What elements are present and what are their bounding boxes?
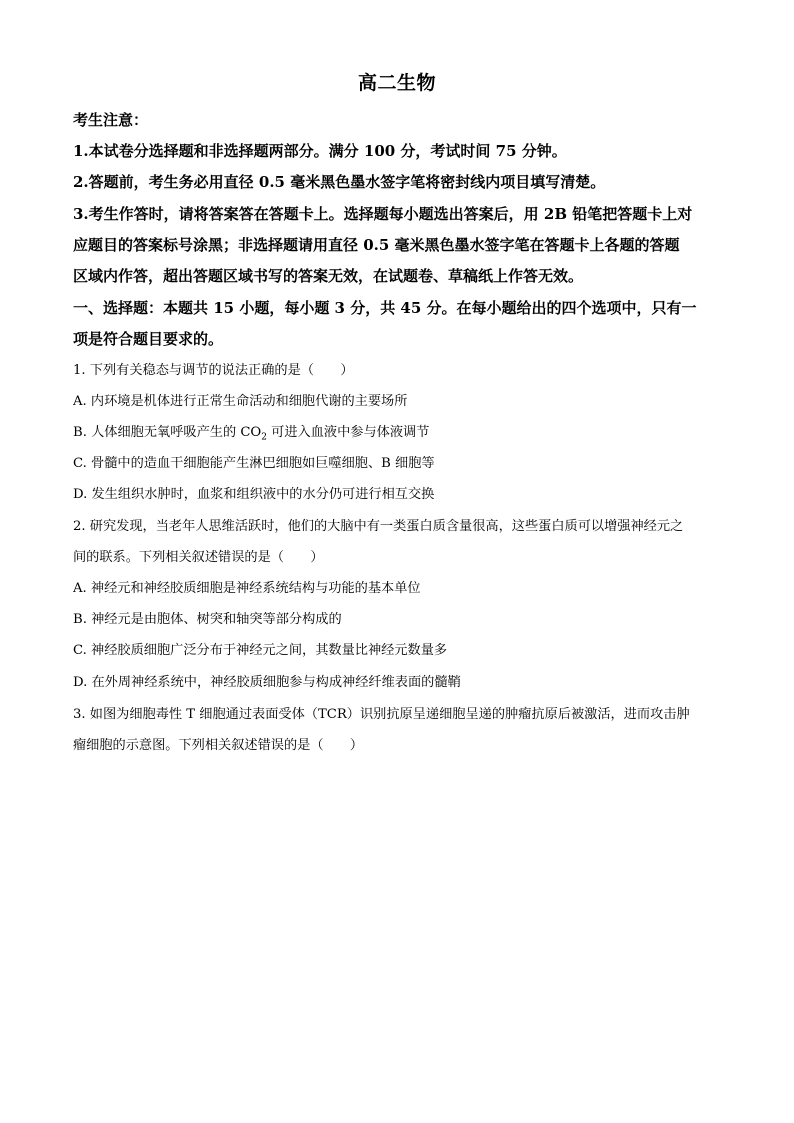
question-1-stem: 1. 下列有关稳态与调节的说法正确的是（ ）	[73, 363, 354, 378]
notice-item-1: 1.本试卷分选择题和非选择题两部分。满分 100 分，考试时间 75 分钟。	[73, 142, 567, 160]
page-title: 高二生物	[357, 72, 436, 94]
question-2-option-d: D. 在外周神经系统中，神经胶质细胞参与构成神经纤维表面的髓鞘	[73, 675, 461, 690]
section-heading-cont: 项是符合题目要求的。	[73, 330, 224, 348]
question-3-stem: 3. 如图为细胞毒性 T 细胞通过表面受体（TCR）识别抗原呈递细胞呈递的肿瘤抗原后被激活，进而攻击肿	[73, 707, 690, 722]
co2-subscript: 2	[261, 432, 267, 440]
question-1-option-d: D. 发生组织水肿时，血浆和组织液中的水分仍可进行相互交换	[73, 487, 435, 502]
notice-item-2: 2.答题前，考生务必用直径 0.5 毫米黑色墨水签字笔将密封线内项目填写清楚。	[73, 173, 606, 191]
section-heading: 一、选择题：本题共 15 小题，每小题 3 分，共 45 分。在每小题给出的四个选项中，只有一	[73, 299, 697, 317]
question-3-stem-cont: 瘤细胞的示意图。下列相关叙述错误的是（ ）	[73, 738, 364, 753]
notice-item-3-cont-2: 区域内作答，超出答题区域书写的答案无效，在试题卷、草稿纸上作答无效。	[73, 267, 584, 285]
option-b-text-post: 可进入血液中参与体液调节	[266, 425, 430, 440]
notice-item-3-cont-1: 应题目的答案标号涂黑；非选择题请用直径 0.5 毫米黑色墨水签字笔在答题卡上各题的答题	[73, 236, 680, 254]
question-2-option-c: C. 神经胶质细胞广泛分布于神经元之间，其数量比神经元数量多	[73, 643, 448, 658]
question-1-option-b	[73, 421, 733, 440]
option-b-text-pre: B. 人体细胞无氧呼吸产生的 CO	[73, 425, 262, 440]
notice-item-3: 3.考生作答时，请将答案答在答题卡上。选择题每小题选出答案后，用 2B 铅笔把答题卡上对	[73, 205, 693, 223]
question-2-stem-cont: 间的联系。下列相关叙述错误的是（ ）	[73, 550, 324, 565]
question-2-option-a: A. 神经元和神经胶质细胞是神经系统结构与功能的基本单位	[73, 581, 421, 596]
question-2-stem: 2. 研究发现，当老年人思维活跃时，他们的大脑中有一类蛋白质含量很高，这些蛋白质可以增强神经元之	[73, 519, 684, 534]
question-2-option-b: B. 神经元是由胞体、树突和轴突等部分构成的	[73, 612, 342, 627]
question-1-option-a: A. 内环境是机体进行正常生命活动和细胞代谢的主要场所	[73, 394, 408, 409]
notice-heading: 考生注意：	[73, 111, 149, 129]
question-1-option-c: C. 骨髓中的造血干细胞能产生淋巴细胞如巨噬细胞、B 细胞等	[73, 456, 435, 471]
